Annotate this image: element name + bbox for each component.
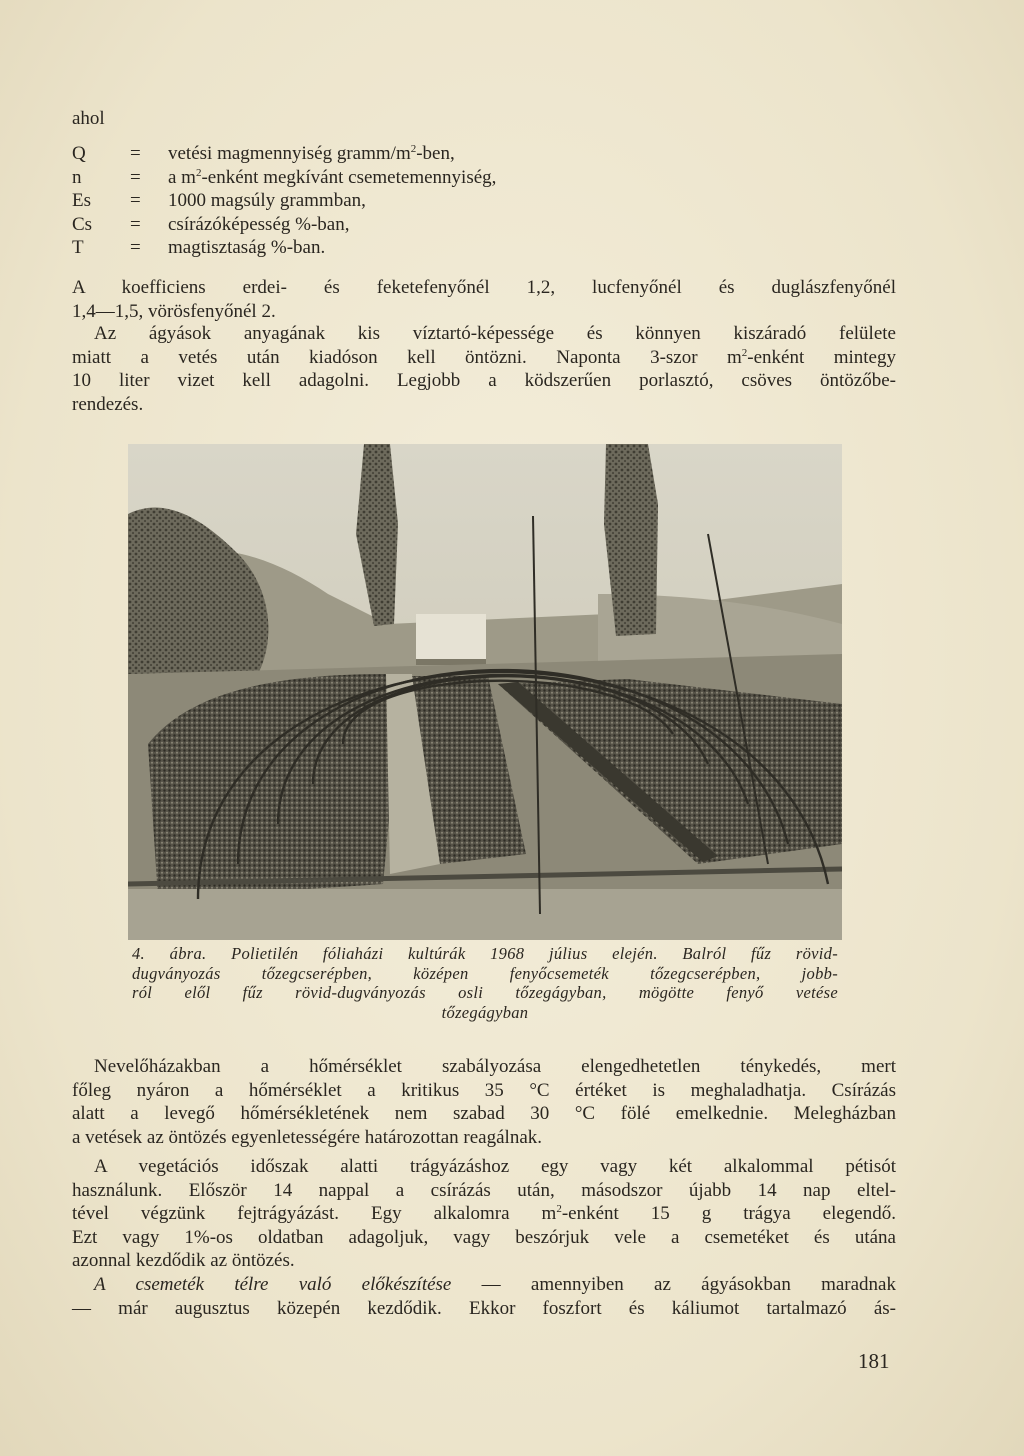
definition-row (72, 142, 496, 166)
superscript: 2 (195, 166, 202, 179)
definition-text-suffix: -enként megkívánt csemetemennyiség, (201, 166, 497, 188)
greenhouse-photo (128, 444, 842, 940)
text-line: Ezt vagy 1%-os oldatban adagoljuk, vagy beszórjuk vele a csemetéket és utána (72, 1226, 896, 1248)
caption-line: dugványozás tőzegcserépben, középen fenyőcsemeték tőzegcserépben, jobb- (132, 963, 838, 983)
definition-row (72, 166, 496, 190)
text-line: miatt a vetés után kiadóson kell öntözni. Naponta 3-szor $m^2$-enként mintegy (72, 346, 896, 368)
equals-sign: = (130, 213, 141, 235)
definition-symbol: Cs (72, 213, 93, 235)
figure-caption (132, 944, 838, 1022)
text-line: — már augusztus közepén kezdődik. Ekkor foszfort és káliumot tartalmazó ás- (72, 1297, 896, 1319)
caption-line: ról elől fűz rövid-dugványozás osli tőzegágyban, mögötte fenyő vetése (132, 983, 838, 1002)
text-line: alatt a levegő hőmérsékletének nem szabad 30 °C fölé emelkednie. Melegházban (72, 1103, 896, 1124)
definition-symbol: T (72, 237, 84, 258)
text-line: rendezés. (72, 393, 144, 415)
paragraph-coefficient (72, 276, 896, 323)
page-number: 181 (858, 1349, 890, 1373)
definition-text: magtisztaság %-ban. (168, 237, 326, 258)
equals-sign: = (130, 166, 141, 188)
text-line: azonnal kezdődik az öntözés. (72, 1250, 295, 1271)
definition-row (72, 236, 496, 260)
definition-text: vetési magmennyiség gramm/m (168, 143, 411, 164)
where-label: ahol (72, 108, 105, 129)
definition-text: 1000 magsúly grammban, (168, 190, 366, 211)
definition-text-suffix: -ben, (416, 143, 455, 164)
text-line: a vetések az öntözés egyenletességére határozottan reagálnak. (72, 1126, 542, 1148)
italic-heading: A csemeték télre való előkészítése (94, 1274, 452, 1295)
equals-sign: = (130, 190, 141, 211)
paragraph-fertilizing (72, 1155, 896, 1273)
text-line: A koefficiens erdei- és feketefenyőnél 1,2, lucfenyőnél és duglászfenyőnél (72, 277, 896, 298)
caption-line: 4. ábra. Polietilén fóliaházi kultúrák 1968 július elején. Balról fűz rövid- (132, 944, 838, 963)
superscript: 2 (410, 143, 417, 155)
definition-row (72, 189, 496, 213)
text-line: Nevelőházakban a hőmérséklet szabályozása elengedhetetlen ténykedés, mert (94, 1056, 896, 1077)
text-line: használunk. Először 14 nappal a csírázás után, másodszor újabb 14 nap eltel- (72, 1179, 896, 1201)
greenhouse-photo-illustration (128, 444, 842, 940)
paragraph-watering (72, 322, 896, 416)
equals-sign: = (130, 237, 141, 258)
definition-text: csírázóképesség %-ban, (168, 213, 350, 235)
definition-symbol: Es (72, 190, 91, 211)
text-line: Az ágyások anyagának kis víztartó-képessége és könnyen kiszáradó felülete (94, 323, 896, 344)
text-line: tével végzünk fejtrágyázást. Egy alkalomra $m^2$-enként 15 g trágya elegendő. (72, 1203, 896, 1224)
variable-definitions (72, 142, 496, 260)
definition-symbol: Q (72, 143, 86, 164)
definition-text: a m (168, 166, 196, 188)
equals-sign: = (130, 143, 141, 164)
text-line: A vegetációs időszak alatti trágyázáshoz egy vagy két alkalommal pétisót (94, 1156, 896, 1177)
caption-line: tőzegágyban (441, 1002, 529, 1022)
definition-row (72, 213, 496, 237)
text-line: A csemeték télre való előkészítése — amennyiben az ágyásokban maradnak (94, 1274, 896, 1295)
text-line: 1,4—1,5, vörösfenyőnél 2. (72, 300, 276, 322)
definition-symbol: n (72, 166, 82, 188)
text-line: 10 liter vizet kell adagolni. Legjobb a ködszerűen porlasztó, csöves öntözőbe- (72, 370, 896, 391)
text-line: főleg nyáron a hőmérséklet a kritikus 35 °C értéket is meghaladhatja. Csírázás (72, 1079, 896, 1101)
paragraph-winter-preparation (72, 1273, 896, 1320)
paragraph-temperature (72, 1055, 896, 1149)
